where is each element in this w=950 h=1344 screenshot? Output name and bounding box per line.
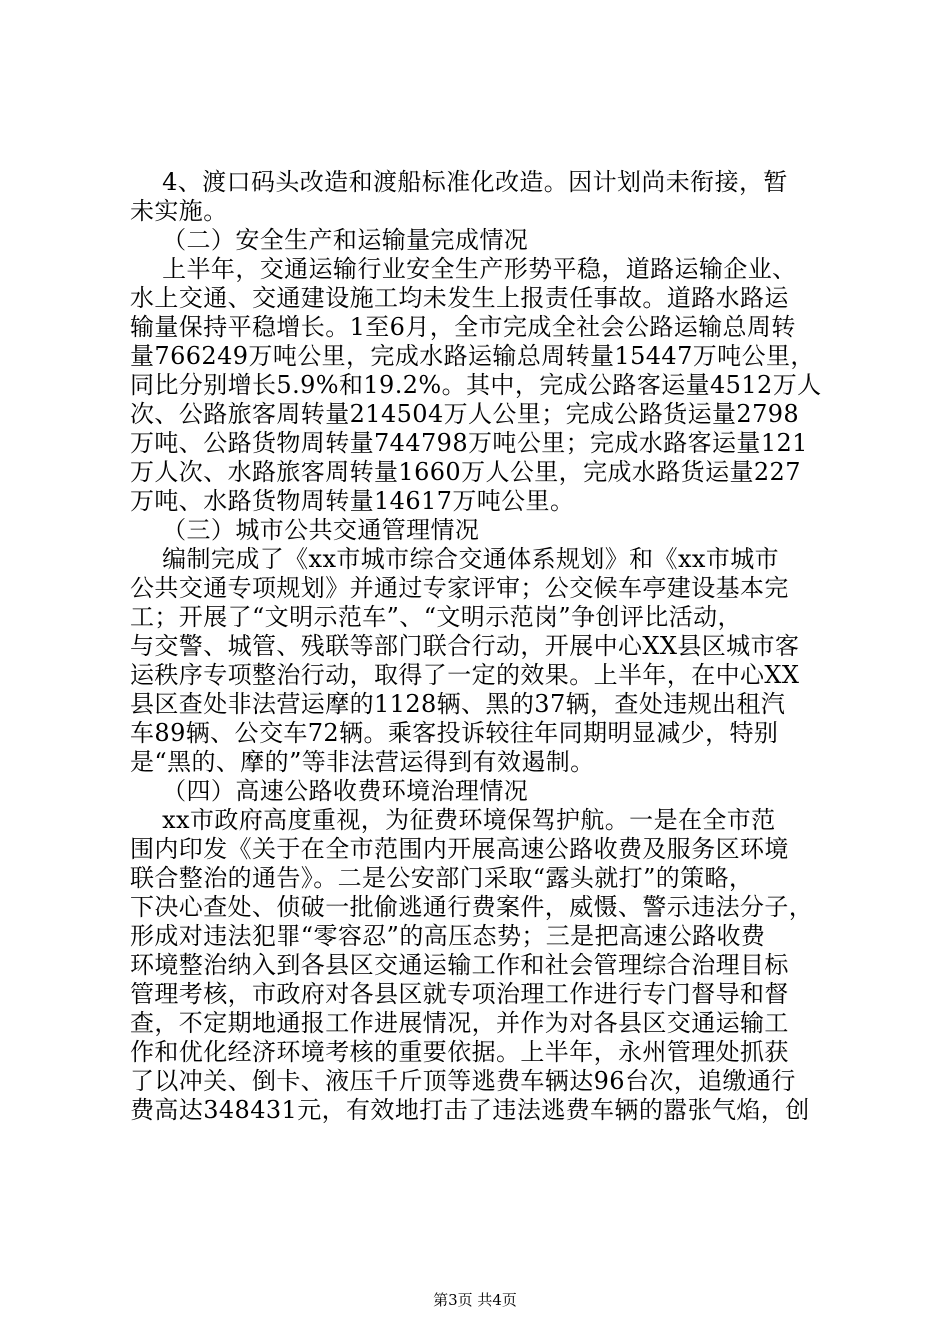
text-line: 是“黑的、摩的”等非法营运得到有效遏制。 (130, 748, 595, 776)
text-line: 车89辆、公交车72辆。乘客投诉较往年同期明显减少，特别 (130, 719, 779, 747)
text-line: （二）安全生产和运输量完成情况 (130, 226, 529, 254)
text-line: 查，不定期地通报工作进展情况，并作为对各县区交通运输工 (130, 1009, 789, 1037)
text-line: 万吨、水路货物周转量14617万吨公里。 (130, 487, 575, 515)
text-line: xx市政府高度重视，为征费环境保驾护航。一是在全市范 (130, 806, 776, 834)
text-line: （三）城市公共交通管理情况 (130, 516, 480, 544)
text-line: 公共交通专项规划》并通过专家评审；公交候车亭建设基本完 (130, 574, 789, 602)
text-line: 了以冲关、倒卡、液压千斤顶等逃费车辆达96台次，追缴通行 (130, 1067, 796, 1095)
text-line: 与交警、城管、残联等部门联合行动，开展中心XX县区城市客 (130, 632, 800, 660)
text-line: 作和优化经济环境考核的重要依据。上半年，永州管理处抓获 (130, 1038, 789, 1066)
text-line: （四）高速公路收费环境治理情况 (130, 777, 529, 805)
text-line: 编制完成了《xx市城市综合交通体系规划》和《xx市城市 (130, 545, 780, 573)
text-line: 输量保持平稳增长。1至6月，全市完成全社会公路运输总周转 (130, 313, 796, 341)
text-line: 同比分别增长5.9%和19.2%。其中，完成公路客运量4512万人 (130, 371, 822, 399)
page-footer: 第3页 共4页 (433, 1291, 517, 1309)
text-line: 运秩序专项整治行动，取得了一定的效果。上半年，在中心XX (130, 661, 800, 689)
text-line: 万吨、公路货物周转量744798万吨公里；完成水路客运量121 (130, 429, 808, 457)
text-line: 次、公路旅客周转量214504万人公里；完成公路货运量2798 (130, 400, 800, 428)
text-line: 下决心查处、侦破一批偷逃通行费案件，威慑、警示违法分子， (130, 893, 814, 921)
text-line: 水上交通、交通建设施工均未发生上报责任事故。道路水路运 (130, 284, 789, 312)
text-line: 上半年，交通运输行业安全生产形势平稳，道路运输企业、 (130, 255, 797, 283)
text-line: 费高达348431元，有效地打击了违法逃费车辆的嚣张气焰，创 (130, 1096, 810, 1124)
text-line: 县区查处非法营运摩的1128辆、黑的37辆，查处违规出租汽 (130, 690, 786, 718)
text-line: 形成对违法犯罪“零容忍”的高压态势；三是把高速公路收费 (130, 922, 766, 950)
text-line: 工；开展了“文明示范车”、“文明示范岗”争创评比活动， (130, 603, 742, 631)
text-line: 4、渡口码头改造和渡船标准化改造。因计划尚未衔接，暂 (130, 168, 788, 196)
text-line: 环境整治纳入到各县区交通运输工作和社会管理综合治理目标 (130, 951, 789, 979)
text-line: 万人次、水路旅客周转量1660万人公里，完成水路货运量227 (130, 458, 801, 486)
text-line: 管理考核，市政府对各县区就专项治理工作进行专门督导和督 (130, 980, 789, 1008)
text-line: 联合整治的通告》。二是公安部门采取“露头就打”的策略， (130, 864, 754, 892)
document-body (130, 168, 830, 1125)
text-line: 未实施。 (130, 197, 228, 225)
text-line: 围内印发《关于在全市范围内开展高速公路收费及服务区环境 (130, 835, 789, 863)
text-line: 量766249万吨公里，完成水路运输总周转量15447万吨公里， (130, 342, 815, 370)
